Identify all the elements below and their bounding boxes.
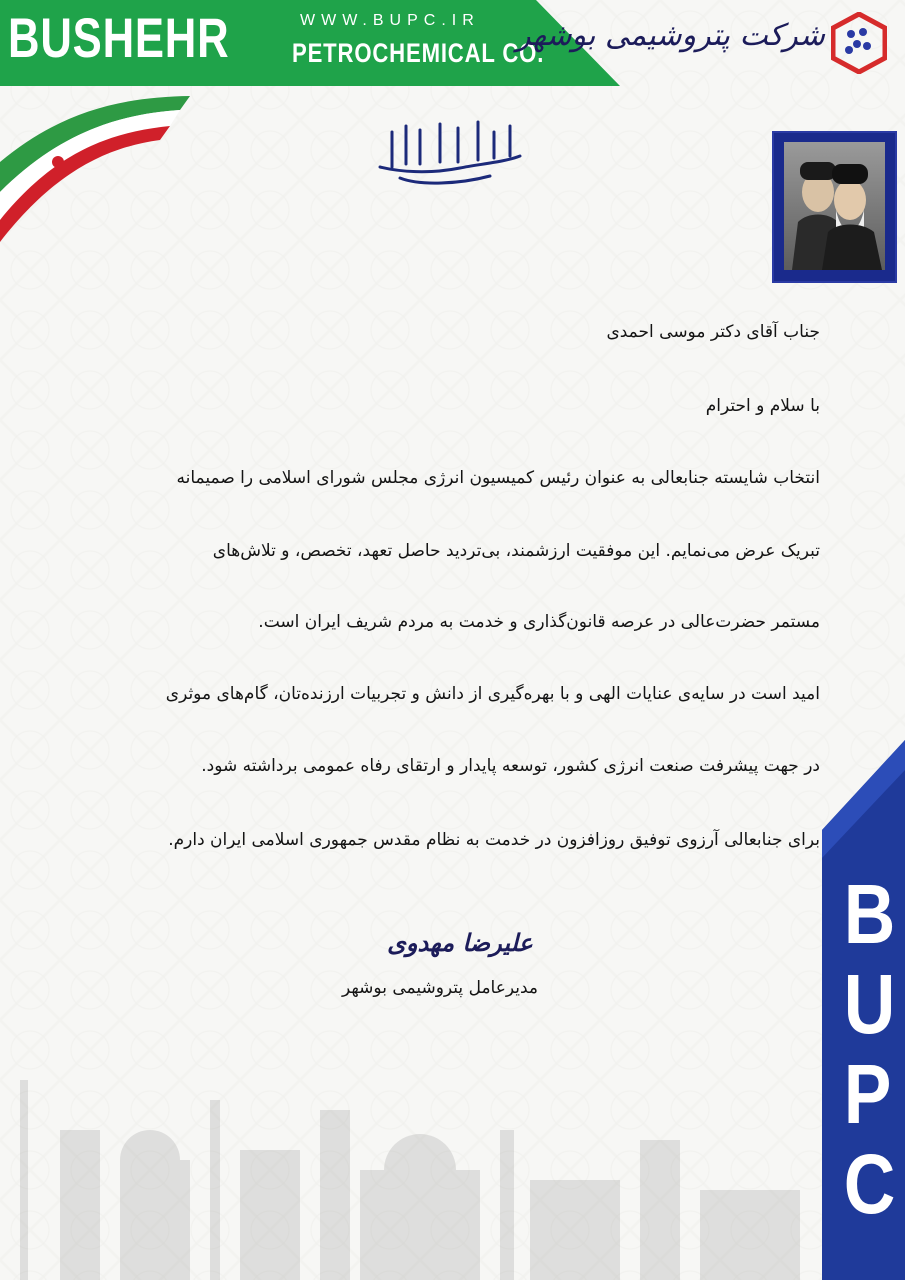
greeting: با سلام و احترام bbox=[705, 396, 820, 416]
refinery-silhouette-icon bbox=[0, 1040, 822, 1280]
salutation: جناب آقای دکتر موسی احمدی bbox=[606, 322, 820, 342]
iran-flag-icon bbox=[0, 92, 200, 242]
body-line-5: در جهت پیشرفت صنعت انرژی کشور، توسعه پایدار و ارتقای رفاه عمومی برداشته شود. bbox=[201, 756, 820, 776]
body-line-3: مستمر حضرت‌عالی در عرصه قانون‌گذاری و خدمت به مردم شریف ایران است. bbox=[258, 612, 820, 632]
bupc-logo-icon bbox=[831, 12, 887, 74]
brand-name: BUSHEHR bbox=[8, 6, 230, 69]
basmala-calligraphy-icon bbox=[370, 112, 530, 192]
leaders-portrait bbox=[774, 133, 895, 281]
side-letter-p: P bbox=[843, 1047, 892, 1141]
signature bbox=[380, 918, 540, 968]
signatory-title: مدیرعامل پتروشیمی بوشهر bbox=[341, 978, 539, 998]
body-line-1: انتخاب شایسته جنابعالی به عنوان رئیس کمیسیون انرژی مجلس شورای اسلامی را صمیمانه bbox=[176, 468, 820, 488]
body-line-4: امید است در سایه‌ی عنایات الهی و با بهره‌گیری از دانش و تجربیات ارزنده‌تان، گام‌های موثری bbox=[165, 684, 820, 704]
body-line-2: تبریک عرض می‌نمایم. این موفقیت ارزشمند، بی‌تردید حاصل تعهد، تخصص، و تلاش‌های bbox=[212, 541, 820, 561]
side-letter-c: C bbox=[843, 1137, 896, 1231]
body-line-6: برای جنابعالی آرزوی توفیق روزافزون در خدمت به نظام مقدس جمهوری اسلامی ایران دارم. bbox=[168, 830, 820, 850]
signature-name: علیرضا مهدوی bbox=[387, 928, 533, 957]
side-letter-u: U bbox=[843, 957, 896, 1051]
company-name: PETROCHEMICAL CO. bbox=[292, 38, 545, 68]
persian-company-name: شرکت پتروشیمی بوشهر bbox=[516, 18, 825, 53]
side-letter-b: B bbox=[843, 867, 896, 961]
website-url: WWW.BUPC.IR bbox=[300, 12, 480, 29]
portrait-image-icon bbox=[784, 142, 885, 270]
